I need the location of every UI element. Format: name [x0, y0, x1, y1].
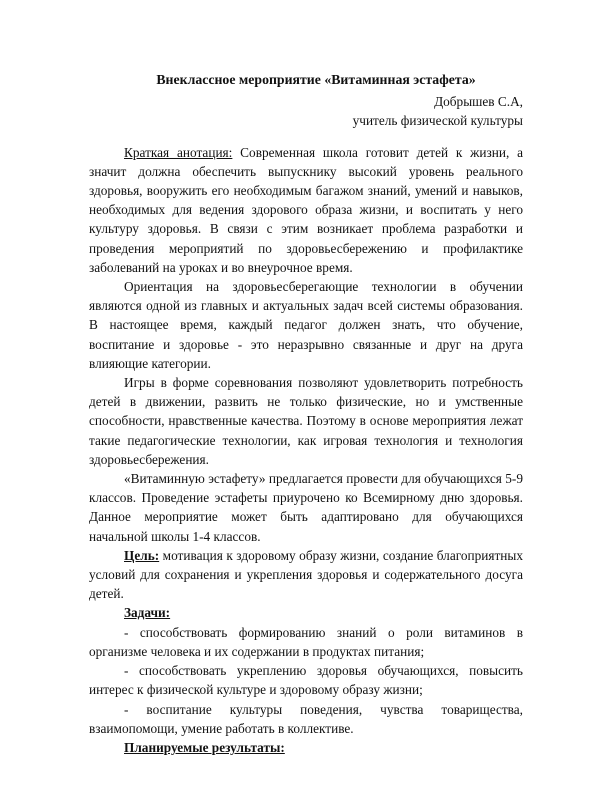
document-body — [89, 70, 523, 757]
goal-paragraph — [89, 546, 523, 604]
document-title: Внеклассное мероприятие «Витаминная эстафета» — [156, 72, 476, 87]
author-name: Добрышев С.А, — [434, 94, 523, 110]
task-item-1: - способствовать формированию знаний о роли витаминов в организме человека и их содержании в продуктах питания; — [89, 624, 523, 659]
task-item-3: - воспитание культуры поведения, чувства товарищества, взаимопомощи, умение работать в коллективе. — [89, 701, 523, 736]
author-position: учитель физической культуры — [352, 113, 523, 129]
goal-text: мотивация к здоровому образу жизни, создание благоприятных условий для сохранения и укрепления здоровья и содержательного досуга детей. — [89, 547, 523, 602]
tasks-heading: Задачи: — [124, 605, 171, 621]
annotation-paragraph — [89, 143, 523, 277]
task-item-2: - способствовать укреплению здоровья обучающихся, повысить интерес к физической культуре и здоровому образу жизни; — [89, 663, 523, 698]
body-paragraph-3: «Витаминную эстафету» предлагается провести для обучающихся 5-9 классов. Проведение эстафеты приурочено ко Всемирному дню здоровья. Данное мероприятие может быть адаптировано для обучающихся начальной школы 1-4 классов. — [89, 471, 523, 544]
annotation-text: Современная школа готовит детей к жизни, а значит должна обеспечить выпускнику высокий уровень реального здоровья, вооружить его необходимым багажом знаний, умений и навыков, необходимых для ведения здорового образа жизни, и воспитать у него культуру здоровья. В связи с этим возникает проблема разработки и проведения мероприятий по здоровьесбережению и профилактике заболеваний на уроках и во внеурочное время. — [89, 144, 523, 275]
body-paragraph-2: Игры в форме соревнования позволяют удовлетворить потребность детей в движении, развить не только физические, но и умственные способности, нравственные качества. Поэтому в основе мероприятия лежат такие педагогические технологии, как игровая технология и технология здоровьесбережения. — [89, 375, 523, 467]
body-paragraph-1: Ориентация на здоровьесберегающие технологии в обучении являются одной из главных и актуальных задач всей системы образования. В настоящее время, каждый педагог должен знать, что обучение, воспитание и здоровье - это неразрывно связанные и друг на друга влияющие категории. — [89, 279, 523, 371]
goal-label: Цель: — [124, 547, 160, 563]
results-heading: Планируемые результаты: — [124, 739, 285, 755]
annotation-label: Краткая анотация: — [124, 144, 233, 160]
